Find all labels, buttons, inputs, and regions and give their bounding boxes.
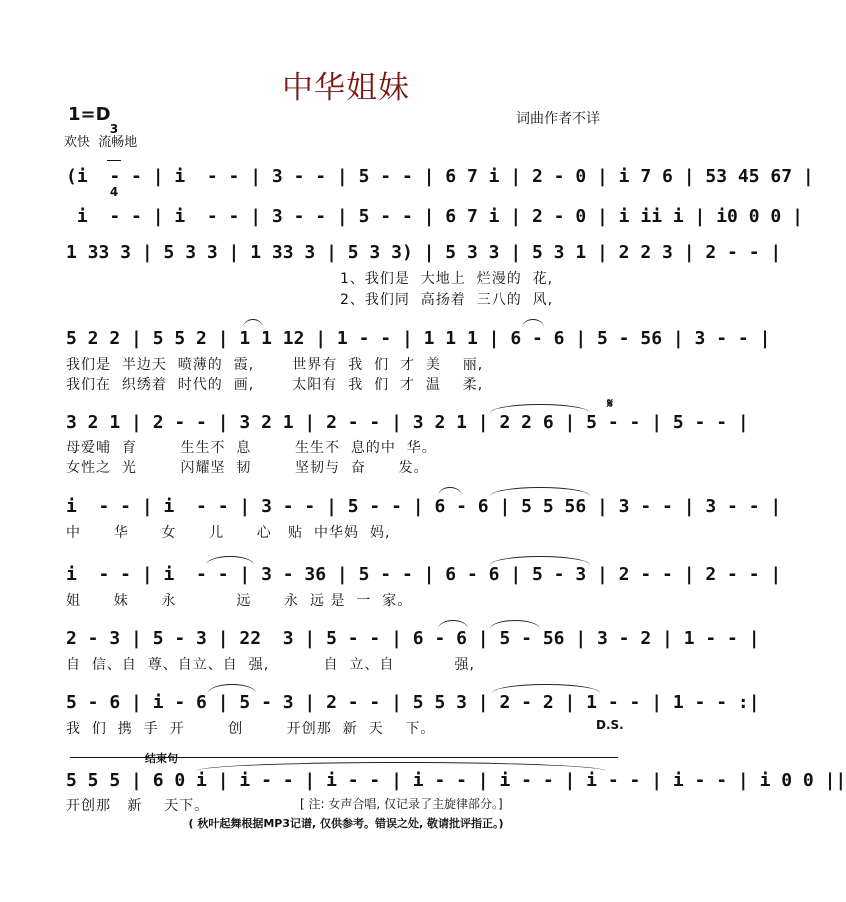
time-sig-bottom: 4 <box>109 185 119 199</box>
tie-mark <box>490 404 590 413</box>
slur-mark <box>438 620 468 629</box>
lyric-line-8: 我 们 携 手 开 创 开创那 新 天 下。 <box>66 721 436 737</box>
tempo-marking: 欢快 流畅地 <box>64 135 138 150</box>
tie-mark <box>492 684 600 693</box>
transcription-footer: ( 秋叶起舞根据MP3记谱, 仅供参考。错误之处, 敬请批评指正。) <box>188 817 504 830</box>
lyric-verse2-intro: 2、我们同 高扬着 三八的 风, <box>340 292 554 308</box>
ending-bracket-line <box>70 757 618 758</box>
lyric-verse1-intro: 1、我们是 大地上 烂漫的 花, <box>340 271 554 287</box>
composer-credit: 词曲作者不详 <box>516 111 600 127</box>
tie-mark <box>490 487 590 496</box>
slur-mark <box>522 319 544 328</box>
slur-mark <box>490 620 540 629</box>
slur-mark <box>438 487 462 496</box>
lyric-line-1: 我们是 半边天 喷薄的 霞, 世界有 我 们 才 美 丽, <box>66 357 484 373</box>
notation-row-3: 1 33 3 | 5 3 3 | 1 33 3 | 5 3 3) | 5 3 3 | 5 3 1 | 2 2 3 | 2 - - | <box>66 242 782 263</box>
tie-mark <box>196 762 606 771</box>
notation-row-10: 5 5 5 | 6 0 i | i - - | i - - | i - - | i - - | i - - | i - - | i 0 0 || <box>66 770 846 791</box>
lyric-line-5: 中 华 女 儿 心 贴 中华妈 妈, <box>66 525 391 541</box>
notation-row-8: 2 - 3 | 5 - 3 | 22 3 | 5 - - | 6 - 6 | 5 - 56 | 3 - 2 | 1 - - | <box>66 628 760 649</box>
lyric-line-2: 我们在 织绣着 时代的 画, 太阳有 我 们 才 温 柔, <box>66 377 484 393</box>
lyric-line-7: 自 信、自 尊、自立、自 强, 自 立、自 强, <box>66 657 475 673</box>
lyric-line-6: 姐 妹 永 远 永 远 是 一 家。 <box>66 593 413 609</box>
time-sig-bar <box>107 160 121 161</box>
slur-mark <box>208 684 256 693</box>
lyric-line-4: 女性之 光 闪耀坚 韧 坚韧与 奋 发。 <box>66 460 429 476</box>
notation-row-4: 5 2 2 | 5 5 2 | 1 1 12 | 1 - - | 1 1 1 | 6 - 6 | 5 - 56 | 3 - - | <box>66 328 771 349</box>
performance-note: [ 注: 女声合唱, 仅记录了主旋律部分。] <box>300 797 503 811</box>
notation-row-1: (i - - | i - - | 3 - - | 5 - - | 6 7 i | 2 - 0 | i 7 6 | 53 45 67 | <box>66 166 814 187</box>
notation-row-5: 3 2 1 | 2 - - | 3 2 1 | 2 - - | 3 2 1 | 2 2 6 | 5 - - | 5 - - | <box>66 412 749 433</box>
slur-mark <box>206 556 254 565</box>
tie-mark <box>490 556 590 565</box>
key-signature: 1=D <box>68 104 111 125</box>
notation-row-6: i - - | i - - | 3 - - | 5 - - | 6 - 6 | 5 5 56 | 3 - - | 3 - - | <box>66 496 782 517</box>
slur-mark <box>243 319 263 328</box>
ds-marking: D.S. <box>596 718 624 732</box>
song-title: 中华姐妹 <box>282 70 410 106</box>
segno-icon: 𝄋 <box>607 396 614 412</box>
notation-row-9: 5 - 6 | i - 6 | 5 - 3 | 2 - - | 5 5 3 | 2 - 2 | 1 - - | 1 - - :| <box>66 692 760 713</box>
lyric-line-3: 母爱哺 育 生生不 息 生生不 息的中 华。 <box>66 440 437 456</box>
notation-row-2: i - - | i - - | 3 - - | 5 - - | 6 7 i | 2 - 0 | i ii i | i0 0 0 | <box>66 206 803 227</box>
ending-label: 结束句 <box>145 752 178 765</box>
notation-row-7: i - - | i - - | 3 - 36 | 5 - - | 6 - 6 | 5 - 3 | 2 - - | 2 - - | <box>66 564 782 585</box>
time-sig-top: 3 <box>109 122 119 136</box>
lyric-line-9: 开创那 新 天下。 <box>66 798 210 814</box>
